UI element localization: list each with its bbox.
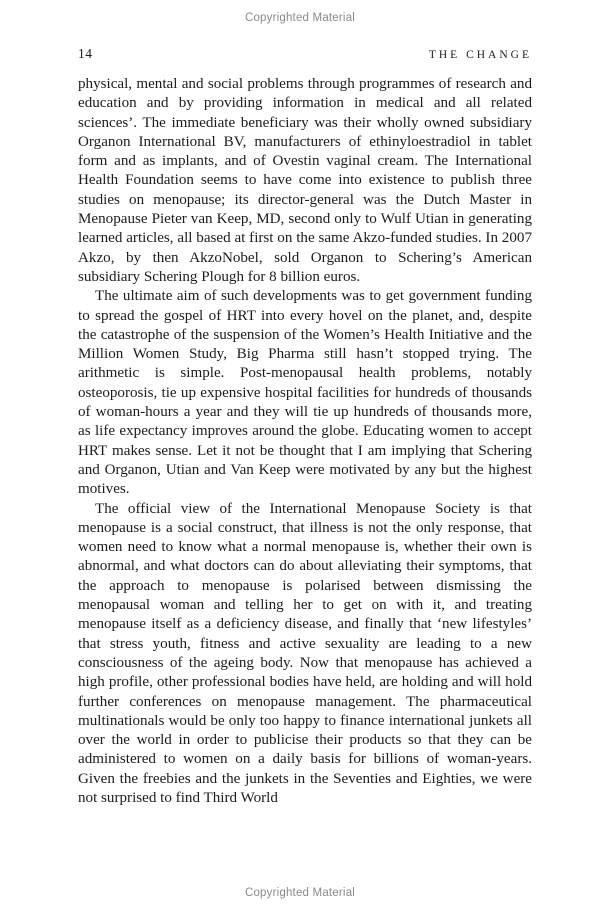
page-content (78, 46, 532, 808)
running-header (78, 46, 532, 62)
paragraph: physical, mental and social problems through programmes of research and education and by providing information in medical and all related sciences’. The immediate beneficiary was their wholly owned subsidiary Organon International BV, manufacturers of ethinyloestradiol in tablet form and as implants, and of Ovestin vaginal cream. The International Health Foundation seems to have come into existence to publish three studies on menopause; its director-general was the Dutch Master in Menopause Pieter van Keep, MD, second only to Wulf Utian in generating learned articles, all based at first on the same Akzo-funded studies. In 2007 Akzo, by then AkzoNobel, sold Organon to Schering’s American subsidiary Schering Plough for 8 billion euros. (78, 76, 532, 285)
paragraph: The ultimate aim of such developments was to get government funding to spread the gospel of HRT into every hovel on the planet, and, despite the catastrophe of the suspension of the Women’s Health Initiative and the Million Women Study, Big Pharma still hasn’t stopped trying. The arithmetic is simple. Post-menopausal health problems, notably osteoporosis, tie up expensive hospital facilities for hundreds of thousands of woman-hours a year and they will tie up hundreds of thousands more, as life expectancy improves around the globe. Educating women to accept HRT makes sense. Let it not be thought that I am implying that Schering and Organon, Utian and Van Keep were motivated by any but the highest motives. (78, 288, 532, 498)
paragraph: The official view of the International Menopause Society is that menopause is a social construct, that illness is not the only response, that women need to know what a normal menopause is, whether their own is abnormal, and what doctors can do about alleviating their symptoms, that the approach to menopause is polarised between dismissing the menopausal woman and telling her to get on with it, and treating menopause itself as a deficiency disease, and finally that ‘new lifestyles’ that stress youth, fitness and active sexuality are leading to a new consciousness of the ageing body. Now that menopause has achieved a high profile, other professional bodies have held, are holding and will hold further conferences on menopause management. The pharmaceutical multinationals would be only too happy to finance international junkets all over the world in order to publicise their products so that they can be administered to women on a daily basis for billions of woman-years. Given the freebies and the junkets in the Seventies and Eighties, we were not surprised to find Third World (78, 500, 532, 806)
copyright-notice-top: Copyrighted Material (244, 12, 356, 24)
page-number: 14 (78, 46, 93, 61)
body-text (78, 75, 532, 808)
running-title: THE CHANGE (428, 49, 532, 61)
copyright-notice-bottom: Copyrighted Material (244, 887, 356, 899)
